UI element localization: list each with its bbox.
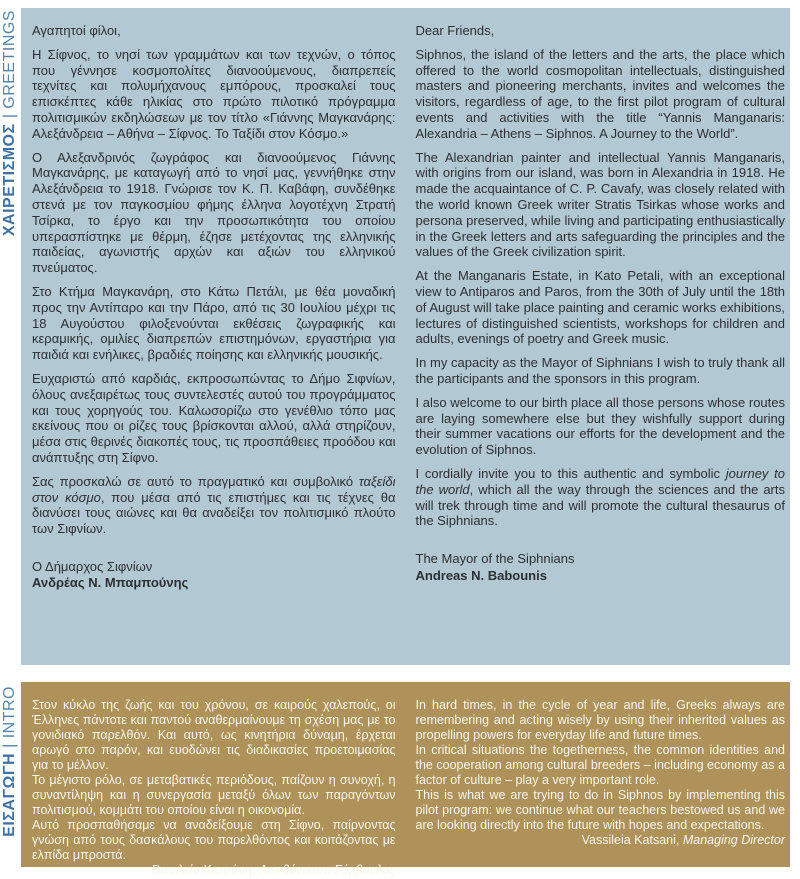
section-label-greetings-el: ΧΑΙΡΕΤΙΣΜΟΣ [1,123,18,237]
english-signature-name: Andreas N. Babounis [415,567,547,583]
invite-italic-phrase: journey to the world [415,465,786,497]
section-label-greetings [1,10,19,236]
greek-signature-role: Ο Δήμαρχος Σιφνίων [32,558,153,574]
paragraph-greek-island: Η Σίφνος, το νησί των γραμμάτων και των τεχνών, ο τόπος που γέννησε κοσμοπολίτες διανοούμενους, διαπρεπείς τεχνίτες και πολυμήχανους εμπόρους, προσκαλεί τους επισκέπτες κάθε ηλικίας στο πρώτο πιλοτικό πρόγραμμα πολιτισμικών εκδηλώσεων με τον τίτλο «Γιάννης Μαγκανάρης: Αλεξάνδρεια – Αθήνα – Σίφνος. Το Ταξίδι στον Κόσμο.» [32,46,396,141]
intro-english-column [416,698,786,848]
invite-italic-phrase: ταξείδι στον κόσμο [32,473,396,505]
section-label-intro [1,686,19,837]
greetings-columns [32,23,785,592]
paragraph-greek-painter: Ο Αλεξανδρινός ζωγράφος και διανοούμενος Γιάννης Μαγκανάρης, με καταγωγή από το νησί μας, γεννήθηκε στην Αλεξάνδρεια το 1918. Γνώρισε τον Κ. Π. Καβάφη, συνδέθηκε στενά με τον παγκοσμίου φήμης έλληνα λογοτέχνη Στρατή Τσίρκα, το έργο και την προσωπικότητα του οποίου υπερασπίστηκε με θέρμη, έζησε μετέχοντας της ελληνικής παιδείας, αγωνιστής αρχών και αξιών του ελληνικού πνεύματος. [32,149,396,276]
greek-signature-name: Ανδρέας Ν. Μπαμπούνης [32,575,189,591]
paragraph-english-welcome: I also welcome to our birth place all those persons whose routes are laying somewhere else but they wishfully support during their summer vacations our efforts for the development and the evolution of Siphnos. [415,394,785,458]
signature-role: Διευθύνουσα Σύμβουλος [258,863,396,877]
section-label-intro-en: INTRO [1,686,18,739]
intro-english-signature [416,833,786,848]
intro-greek-column [32,698,396,878]
paragraph-english-estate: At the Manganaris Estate, in Kato Petali, with an exceptional view to Antiparos and Paros, from the 30th of July until the 18th of August will take place painting and ceramic works exhibitions, lectures of distinguished scientists, workshops for children and adults, evenings of poetry and Greek music. [415,268,785,347]
english-signature-block [416,551,786,584]
greetings-panel [21,8,790,665]
greetings-greek-column [32,23,396,592]
paragraph-english-painter: The Alexandrian painter and intellectual Yannis Manganaris, with origins from our island, was born in Alexandria in 1918. He made the acquaintance of C. P. Cavafy, was closely related with the world known Greek writer Stratis Tsirkas whose works and persona preserved, while living and participating enthusiastically in the Greek letters and arts safeguarding the principles and the values of the Greek civilization spirit. [415,149,785,260]
greek-signature-block [32,559,396,592]
english-salutation: Dear Friends, [415,23,495,38]
intro-english-signature-line [416,833,786,848]
intro-english-p1: In hard times, in the cycle of year and life, Greeks always are remembering and acting wisely by using their inherited values as propelling powers for everyday life and future times. [415,698,785,742]
signature-name: Βασιλεία Κατσάνη, [152,863,259,877]
intro-greek-p1: Στον κύκλο της ζωής και του χρόνου, σε καιρούς χαλεπούς, οι Έλληνες πάντοτε και παντού αναθερμαίνουμε τη σχέση μας με το γονιδιακό παρελθόν. Και αυτό, ως κινητήρια δύναμη, έρχεται αρωγό στο παρόν, και ευοδώνει τις διαδικασίες προετοιμασίας για το μέλλον. [32,698,396,772]
invite-post: , which all the way through the sciences and the arts will trek through time and will promote the cultural thesaurus of the Siphnians. [415,481,785,529]
section-label-separator: | [1,743,18,748]
paragraph-greek-thanks: Ευχαριστώ από καρδιάς, εκπροσωπώντας το Δήμο Σιφνίων, όλους ανεξαιρέτως τους συντελεστές αυτού του προγράμματος και τους χορηγούς του. Καλωσορίζω στο γενέθλιο τόπο μας εκείνους που οι ρίζες τους βρίσκονται αλλού, αλλά στηρίζουν, μέσα στις θερινές διακοπές τους, τις προσπάθειες προόδου και ανάπτυξης στη Σίφνο. [32,370,396,465]
intro-columns [32,698,785,878]
paragraph-greek-invite [32,474,396,537]
signature-name: Vassileia Katsani, [581,833,683,847]
paragraph-english-invite [416,466,786,529]
paragraph-english-island: Siphnos, the island of the letters and the arts, the place which offered to the world cosmopolitan intellectuals, distinguished masters and pioneering merchants, invites and welcomes the visitors, regardless of age, to the first pilot program of cultural events and activities with the title “Yannis Manganaris: Alexandria – Athens – Siphnos. A Journey to the World”. [415,46,785,141]
intro-panel [21,682,790,877]
section-label-separator: | [1,113,18,119]
intro-greek-p2: Το μέγιστο ρόλο, σε μεταβατικές περιόδους, παίζουν η συνοχή, η συναντίληψη και η συνεργασία μεταξύ όλων των παραγόντων πολιτισμού, κομμάτι του οποίου είναι η οικονομία. [32,773,396,817]
intro-greek-p3: Αυτό προσπαθήσαμε να αναδείξουμε στη Σίφνο, παίρνοντας γνώση από τους δασκάλους του παρελθόντος και κοιτάζοντας με ελπίδα μπροστά. [32,818,396,862]
intro-english-p2: In critical situations the togetherness, the common identities and the cooperation among cultural breeders – including economy as a factor of culture – play a very important role. [415,743,785,787]
invite-pre: I cordially invite you to this authentic and symbolic [415,465,726,481]
section-label-greetings-en: GREETINGS [1,10,18,109]
greek-salutation: Αγαπητοί φίλοι, [32,23,121,38]
intro-greek-signature [32,863,396,878]
greetings-english-column [416,23,786,584]
section-label-intro-el: ΕΙΣΑΓΩΓΗ [1,752,18,837]
intro-english-p3: This is what we are trying to do in Siphnos by implementing this pilot program: we continue what our teachers bestowed us and we are looking directly into the future with hopes and expectations. [415,788,785,832]
paragraph-english-capacity: In my capacity as the Mayor of Siphnians I wish to truly thank all the participants and the sponsors in this program. [415,355,785,386]
english-signature-role: The Mayor of the Siphnians [415,551,575,567]
invite-pre: Σας προσκαλώ σε αυτό το πραγματικό και συμβολικό [32,473,359,489]
intro-greek-signature-line [32,863,396,878]
signature-role: Managing Director [682,833,785,847]
invite-post: , που μέσα από τις επιστήμες και τις τέχνες θα διανύσει τους αιώνες και θα αναδείξει τον πολιτισμικό πλούτο των Σιφνίων. [32,489,396,537]
paragraph-greek-estate: Στο Κτήμα Μαγκανάρη, στο Κάτω Πετάλι, με θέα μοναδική προς την Αντίπαρο και την Πάρο, από τις 30 Ιουλίου μέχρι τις 18 Αυγούστου φιλοξενούνται εκθέσεις ζωγραφικής και κεραμικής, ομιλίες διαπρεπών επιστημόνων, εργαστήρια για παιδιά και ενήλικες, βραδιές ποίησης και ελληνικής μουσικής. [32,283,396,363]
